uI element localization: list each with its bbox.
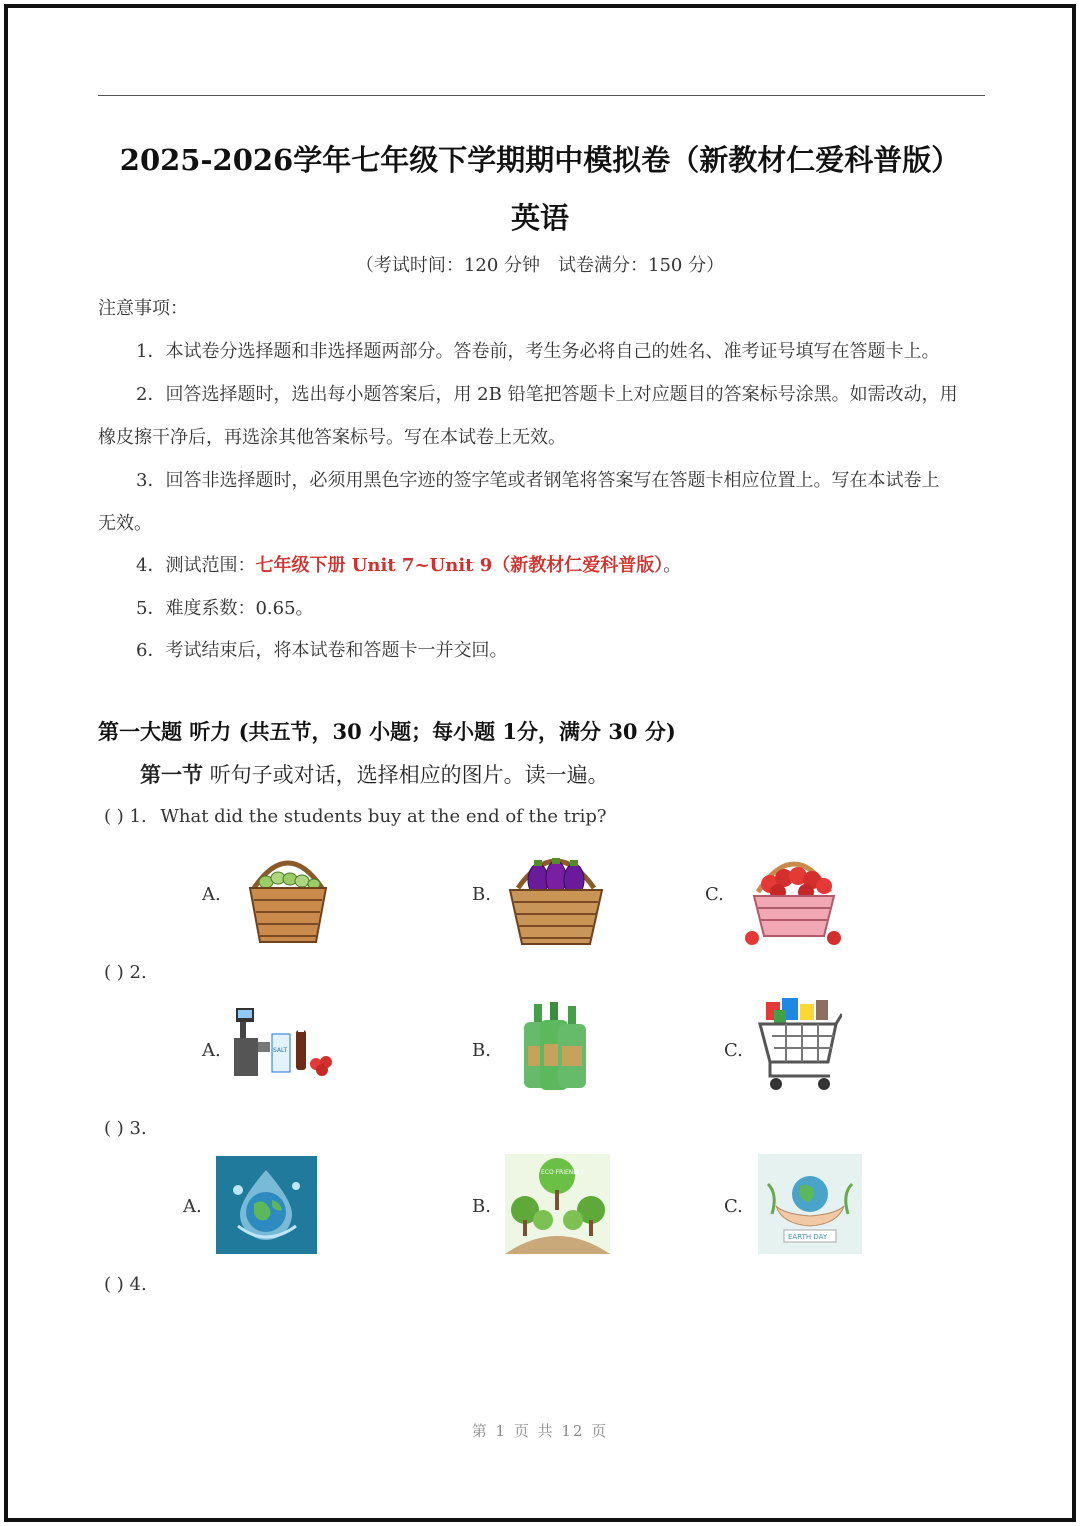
question-1-number: ( ) 1.: [104, 806, 147, 827]
note-4-label: 4．测试范围：: [136, 555, 256, 576]
salt-label: SALT: [273, 1047, 288, 1054]
note-4-end: 。: [663, 555, 682, 576]
note-2: 2．回答选择题时，选出每小题答案后，用 2B 铅笔把答题卡上对应题目的答案标号涂黑。如需改动，用: [136, 384, 958, 405]
part-1-label: 第一节: [140, 762, 203, 787]
eco-friendly-trees-image: [505, 1154, 610, 1254]
subject-title: 英语: [510, 201, 569, 235]
header-rule: [98, 95, 985, 96]
q2-option-b: B.: [472, 1040, 491, 1061]
question-1-text: What did the students buy at the end of the trip?: [160, 806, 607, 827]
note-5: 5．难度系数：0.65。: [136, 598, 314, 619]
bottles-image: [520, 1000, 592, 1094]
note-6: 6．考试结束后，将本试卷和答题卡一并交回。: [136, 640, 508, 661]
note-3-cont: 无效。: [98, 513, 152, 534]
q2-option-c: C.: [724, 1040, 743, 1061]
q1-option-b: B.: [472, 884, 491, 905]
basket-eggplants-image: [506, 840, 606, 948]
q3-option-b: B.: [472, 1196, 491, 1217]
exam-title: 2025-2026学年七年级下学期期中模拟卷（新教材仁爱科普版）: [119, 143, 961, 177]
earth-day-hands-image: [758, 1154, 862, 1254]
section-1-title: 第一大题 听力 (共五节，30 小题；每小题 1分，满分 30 分): [98, 719, 676, 744]
question-4-number: ( ) 4.: [104, 1274, 147, 1295]
question-3: [104, 1118, 147, 1139]
basket-strawberries-image: [738, 840, 850, 948]
q1-option-c: C.: [705, 884, 724, 905]
test-scope: 七年级下册 Unit 7~Unit 9（新教材仁爱科普版）: [255, 555, 664, 576]
note-1: 1．本试卷分选择题和非选择题两部分。答卷前，考生务必将自己的姓名、准考证号填写在答题卡上。: [136, 341, 940, 362]
q1-option-a: A.: [202, 884, 221, 905]
basket-grapes-image: [244, 848, 332, 946]
note-3: 3．回答非选择题时，必须用黑色字迹的签字笔或者钢笔将答案写在答题卡相应位置上。写在本试卷上: [136, 470, 940, 491]
question-3-number: ( ) 3.: [104, 1118, 147, 1139]
water-earth-image: [216, 1156, 317, 1254]
question-4: [104, 1274, 147, 1295]
part-1-desc: 听句子或对话，选择相应的图片。读一遍。: [203, 763, 609, 787]
q3-option-c: C.: [724, 1196, 743, 1217]
question-2: [104, 962, 147, 983]
exam-info: （考试时间：120 分钟 试卷满分：150 分）: [355, 255, 725, 276]
earth-day-label: EARTH DAY: [788, 1233, 828, 1241]
eco-label: ECO FRIENDLY: [541, 1169, 585, 1176]
checkout-counter-image: [232, 1004, 338, 1078]
q2-option-a: A.: [202, 1040, 221, 1061]
note-4: [136, 551, 681, 577]
note-2-cont: 橡皮擦干净后，再选涂其他答案标号。写在本试卷上无效。: [98, 427, 566, 448]
question-2-number: ( ) 2.: [104, 962, 147, 983]
notes-heading: 注意事项：: [98, 298, 188, 319]
shopping-cart-image: [756, 996, 842, 1094]
page-number: 第 1 页 共 12 页: [471, 1422, 609, 1440]
q3-option-a: A.: [183, 1196, 202, 1217]
section-1-part-1: [140, 759, 609, 789]
question-1: [104, 806, 607, 827]
